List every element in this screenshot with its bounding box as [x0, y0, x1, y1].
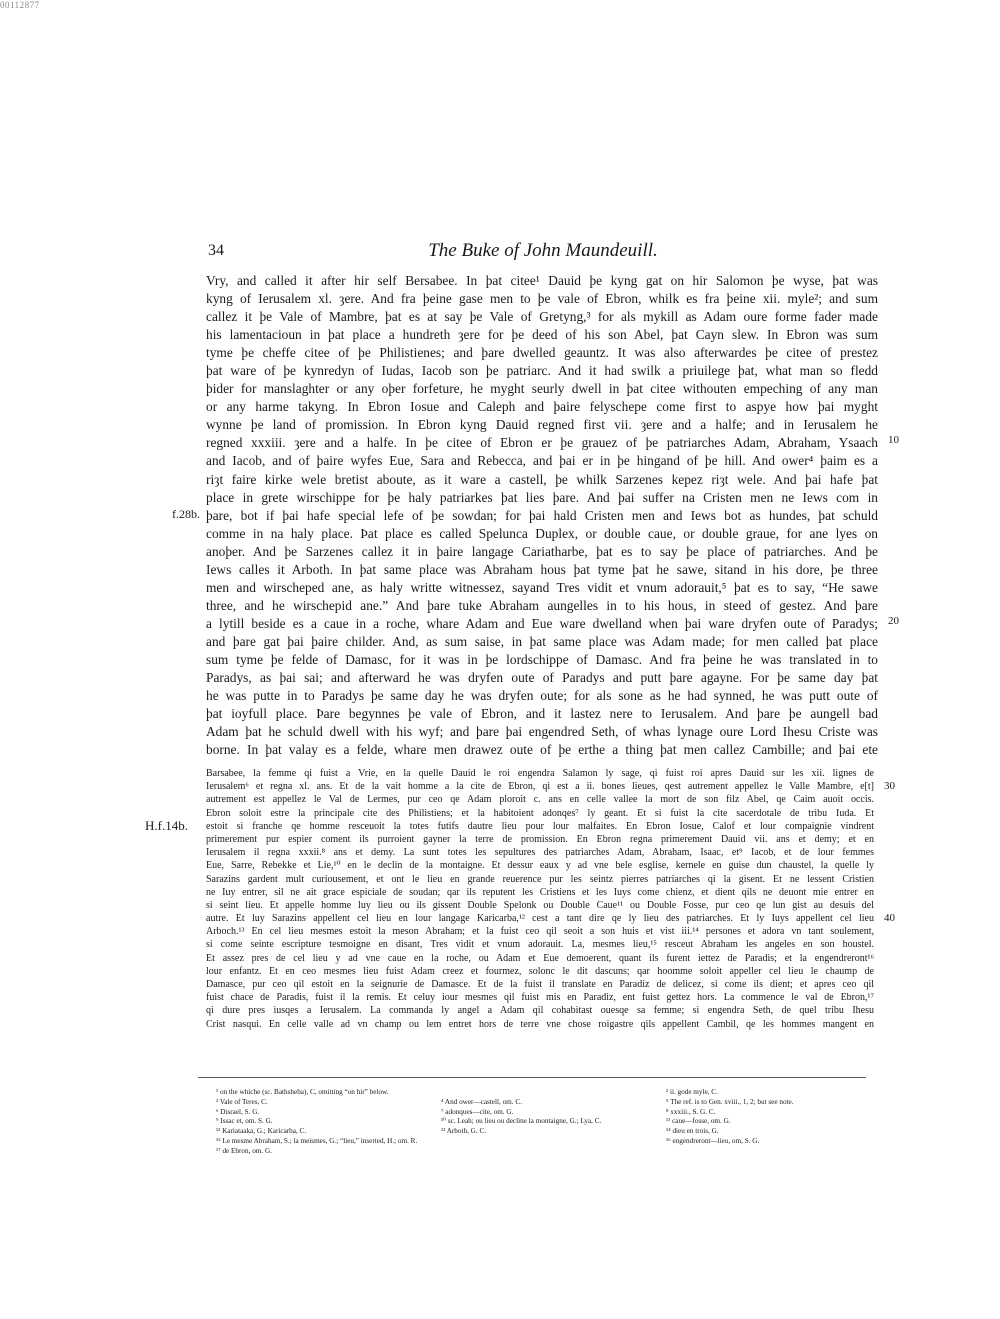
text-line: Adam þat he schuld dwell with his wyf; and þare þai engendred Seth, of whas lynage oure Lord Ihesu Criste was [206, 724, 878, 740]
footnote: ⁶ Disrael, S. G. [216, 1107, 260, 1116]
text-line: þat ioyfull place. Þare begynnes þe vale of Ebron, and it lastez nere to Ierusalem. And þare þe aungell bad [206, 706, 878, 722]
line-number: 40 [884, 912, 895, 925]
text-line: anoþer. And þe Sarzenes callez it in þaire langage Cariatharbe, þat es to say þe place of patriarches. And þe [206, 543, 878, 559]
french-text-block [206, 767, 895, 1031]
text-line: Sarazins gardent mult curiousement, et ont le lieu en grande reuerence pur les seintz pierres patriarches qi la gisent. Et ne lessent Cristien [206, 873, 874, 885]
text-line: tyme þe cheffe citee of þe Philistienes; and þare dwelled geauntz. It was also afterwardes þe citee of prestez [206, 345, 878, 361]
text-line: three, and he wirschepid ane.” And þare tuke Abraham aungelles in to his hous, in steed of gestez. And þare [206, 597, 878, 613]
footnote-column-3 [666, 1088, 794, 1147]
text-line: estoit si franche qe homme resceuoit la totes futifs dautre lieu pour lour malfaites. En Ebron Iosue, Calof et lour compaignie vindrent [206, 820, 874, 832]
text-line: lour enfantz. Et en ceo mesmes lieu fuist Adam creez et fourmez, solonc le dit dascuns; qar hoomme soloit appeller cel lieu le chaump de [206, 965, 874, 977]
text-line: Ierusalem⁶ et regna xl. ans. Et de la vait homme a la cite de Ebron, qi est a ii. bones lieues, qest autrement appellez le Valle Mambre, e[t] [206, 781, 874, 793]
text-line: and Iacob, and of þaire wyfes Eue, Sara and Rebecca, and þai er in þe hingand of þe hill. And ower⁴ þaim es a [206, 453, 878, 469]
footnote: ⁷ adonques—cite, om. G. [441, 1107, 514, 1116]
footnote: ⁹ Issac et, om. S. G. [216, 1117, 273, 1126]
text-line: Iews calles it Arboth. In þat same place was Abraham hous þat tyme þat he sawe, sitand in his dore, þe three [206, 561, 878, 577]
text-line: Ebron soloit estre la principale cite des Philistiens; et la habitoient adonqes⁷ ly geant. Et si fuist la cite sacerdotale de tribu Iuda. Et [206, 807, 874, 819]
text-line: sum tyme þe felde of Damasc, for it was in þe lordschippe of Damasc. And fra þeine he was translated in to [206, 651, 878, 667]
footnote: ¹³ Arboth, G. C. [441, 1127, 487, 1136]
text-line: a lytill beside es a caue in a roche, whare Adam and Eue ware dwelland when þai ware dryfen oute of Paradys; [206, 615, 878, 631]
text-line: Damasce, pur ceo qil estoit en la seignurie de Damasce. Et de la fuist il translate en Paradiz de delicez, si come ils dient; et apres ceo qil [206, 979, 874, 990]
text-line: wynne þe land of promission. In Ebron kyng Dauid regned first vii. ȝere and a halfe; and in Ierusalem he [206, 417, 878, 433]
footnote: ¹⁵ Le mesme Abraham, S.; la meismes, G.; “lieu,” inserted, H.; om. R. [216, 1136, 418, 1145]
line-number: 10 [888, 434, 899, 447]
text-line: his lamentacioun in þat place a hundreth ȝere for þe deed of his son Abel, þat Cayn slew. In Ebron was sum [206, 327, 878, 343]
text-line: primerement pur espier coment ils purroient gayner la terre de promission. En Ebron regna primerement Dauid vii. ans et demy; et en [206, 833, 874, 845]
text-line: ne Iuy entrer, sil ne ait grace espiciale de soudan; qar ils reputent les Cristiens et les Iuys come chienz, et dient qils ne deuont mie entrer en [206, 886, 874, 898]
text-line: or any harme takyng. In Ebron Iosue and Caleph and þaire felyschepe come first to aspye how þai myght [206, 399, 878, 415]
footnote-column-1 [216, 1088, 417, 1157]
page-number: 34 [208, 242, 224, 259]
footnote: ¹⁶ engendreront—lieu, om, S. G. [666, 1136, 760, 1145]
text-line: autre. Et luy Sarazins appellent cel lieu en lour langage Karicarba,¹² cest a tant dire qe ly lieu des patriarches. Et ly Iuys appellent cel lieu [206, 913, 874, 925]
footnote: ¹² Kariataaka, G.; Karicarba, C. [216, 1127, 307, 1136]
text-line: þare, bot if þai hafe special lefe of þe sowdan; for þai hald Cristen men and Iews bot as hundes, þat schuld [206, 507, 878, 523]
text-line: he was putte in to Paradys þe same day he was dryfen oute; for als sone as he had synned, he was putt oute of [206, 688, 878, 704]
text-line: þat ware of þe kynredyn of Iudas, Iacob son þe patriarc. And it had swilk a priuilege þat, what man so fledd [206, 363, 878, 379]
footnote: ¹ on the whiche (sc. Bathsheba), C, omitting “on hir” below. [216, 1088, 389, 1096]
footnote-rule [198, 1077, 866, 1078]
text-line: men and wirscheped ane, as haly writte witnessez, sayand Tres vidit et vnum adorauit,⁵ þat es to say, “He sawe [206, 579, 878, 595]
text-line: Arboch.¹³ En cel lieu mesmes estoit la meson Abraham; et la fuist ceo qil seoit a son huis et vist iii.¹⁴ persones et adora vn tant soulement, [206, 926, 874, 938]
text-line: place in grete wirschippe for þe haly patriarkes þat lies þare. And þai suffer na Cristen men ne Iews com in [206, 489, 878, 505]
footnote: ⁵ The ref. is to Gen. xviii., 1, 2; but see note. [666, 1097, 794, 1106]
text-line: Crist nasqui. En celle valle ad vn champ ou lem entret hors de terre vne chose roigastre qils appellent Cambil, qe les hommes mangent en [206, 1018, 874, 1030]
text-line: fuist chace de Paradis, fuist il la remis. Et celuy iour mesmes qil fuist mis en Paradiz, ent fuist gettez hors. La commence le val de Ebron,¹⁷ [206, 992, 874, 1004]
text-line: Paradys, as þai sai; and afterward he was dryfen oute of Paradys and putt þare agayne. For þe same day þat [206, 670, 878, 686]
text-line: Barsabee, la femme qi fuist a Vrie, en la quelle Dauid le roi engendra Salamon ly sage, qi fuist roi apres Dauid sur les xii. lignes de [206, 768, 874, 779]
text-line: qi dure pres iusqes a Ierusalem. La commanda ly angel a Adam qil cohabitast ouesqe sa femme; si engendra Seth, de quel tribu Ihesu [206, 1005, 874, 1017]
text-line: þider for manslaghter or any oþer forfeture, he myght seurly dwell in þat citee withouten empeching of any man [206, 381, 878, 397]
text-line: autrement est appellez le Val de Lermes, pur ceo qe Adam ploroit c. ans en celle vallee la mort de son filz Abel, qe Caim auoit occis. [206, 794, 874, 806]
line-number: 20 [888, 614, 899, 627]
text-line: Eue, Sarre, Rebekke et Lie,¹⁰ en le declin de la montaigne. Et dessur eaux y ad vne bele esglise, kernele en guise dun chaustel, la quelle ly [206, 860, 874, 872]
footnote: ³ Vale of Teres, C. [216, 1097, 268, 1106]
text-line: and þare gat þai þaire childer. And, as sum saise, in þat same place was Adam made; for men called þat place [206, 633, 878, 649]
footnote: ⁴ And ower—castell, om. C. [441, 1097, 522, 1106]
text-line: si seint lieu. Et appelle homme luy lieu ou ils gissent Double Spelonk ou Double Caue¹¹ ou Double Fosse, pur ceo qe lun gist au desuis del [206, 899, 874, 911]
footnote: ⁸ xxxiii., S. G. C. [666, 1107, 716, 1116]
text-line: borne. In þat valay es a felde, whare men drawez oute of þe erthe a thing þat men callez Cambille; and þai ete [206, 742, 878, 758]
running-title: The Buke of John Maundeuill. [428, 240, 658, 261]
footnote: ² ii. gode myle, C. [666, 1088, 718, 1096]
footnote: ¹⁰ sc. Leah; ou lieu ou decline la montaigne, G.; Lya, C. [441, 1117, 602, 1126]
text-line: Ierusalem il regna xxxii.⁸ ans et demy. La sunt totes les sepultures des patriarches Adam, Abraham, Isaac, et⁹ Iacob, et de lour femmes [206, 847, 874, 859]
footnote: ¹¹ caue—fosse, om. G. [666, 1117, 731, 1126]
margin-folio-ref-french: H.f.14b. [145, 818, 188, 833]
archive-id-mark: 00112877 [0, 0, 40, 10]
line-number: 30 [884, 780, 895, 793]
text-line: Vry, and called it after hir self Bersabee. In þat citee¹ Dauid þe kyng gat on hir Salomon þe wyse, þat was [206, 273, 878, 288]
margin-folio-ref: f.28b. [172, 507, 200, 521]
text-line: kyng of Ierusalem xl. ȝere. And fra þeine gase men to þe vale of Ebron, whilk es fra þeine xii. myle²; and sum [206, 291, 878, 307]
footnote-column-2 [441, 1098, 601, 1137]
text-line: comme in na haly place. Þat place es called Spelunca Duplex, or double caue, or double graue, for ane lyes on [206, 525, 878, 541]
footnote: ¹⁷ de Ebron, om. G. [216, 1146, 272, 1155]
english-text-block [206, 272, 899, 759]
text-line: si come seinte escripture tesmoigne en disant, Tres vidit et vnum adorauit. La, mesmes lieu,¹⁵ resceut Abraham les angeles en son houstel. [206, 939, 874, 951]
page-header [208, 242, 878, 266]
text-line: Et assez pres de cel lieu y ad vne caue en la roche, ou Adam et Eue demoerent, quant ils furent iettez de Paradis; et la engendreront¹⁶ [206, 952, 874, 964]
text-line: regned xxxiii. ȝere and a halfe. In þe citee of Ebron er þe grauez of þe patriarches Adam, Abraham, Ysaach [206, 435, 878, 451]
text-line: riȝt faire kirke wele bretist aboute, as it ware a castell, þe whilk Sarzenes kepez riȝt wele. And þai hafe þat [206, 471, 878, 487]
text-line: callez it þe Vale of Mambre, þat es at say þe Vale of Gretyng,³ for als mykill as Adam oure forme fader made [206, 309, 878, 325]
footnote: ¹⁴ dieu en trois, G. [666, 1127, 719, 1136]
